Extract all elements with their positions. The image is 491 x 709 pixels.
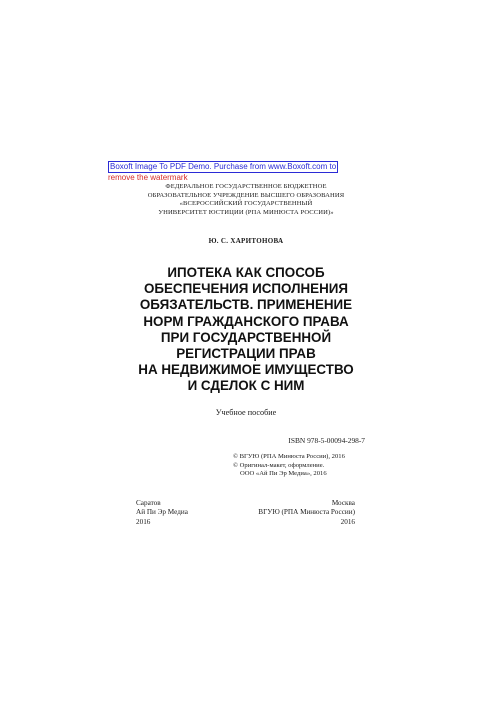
author-name: Ю. С. ХАРИТОНОВА [208,237,284,245]
title-line: НОРМ ГРАЖДАНСКОГО ПРАВА [143,313,349,329]
watermark [108,161,380,183]
copyright-line: © ВГУЮ (РПА Минюста России), 2016 [233,453,345,460]
copyright-line: ООО «Ай Пи Эр Медиа», 2016 [240,470,327,478]
imprint-year: 2016 [136,517,151,526]
title-line: ИПОТЕКА КАК СПОСОБ [167,265,325,280]
institution-line: УНИВЕРСИТЕТ ЮСТИЦИИ (РПА МИНЮСТА РОССИИ)» [158,208,334,216]
institution-line: «ВСЕРОССИЙСКИЙ ГОСУДАРСТВЕННЫЙ [179,200,313,208]
watermark-line-2: remove the watermark [108,173,188,182]
isbn: ISBN 978-5-00094-298-7 [288,436,365,445]
imprint-publisher: ВГУЮ (РПА Минюста России) [258,508,355,517]
title-line: И СДЕЛОК С НИМ [187,378,305,394]
title-line: НА НЕДВИЖИМОЕ ИМУЩЕСТВО [138,362,354,378]
imprint-right [258,499,355,527]
book-title [100,265,392,395]
title-line: ОБЯЗАТЕЛЬСТВ. ПРИМЕНЕНИЕ [139,297,353,313]
imprint-year: 2016 [340,517,355,526]
title-line: РЕГИСТРАЦИИ ПРАВ [176,346,316,362]
copyright-block [233,453,345,479]
document-type: Учебное пособие [215,408,277,417]
imprint-city: Саратов [136,499,161,507]
imprint-city: Москва [331,499,355,507]
title-line: ПРИ ГОСУДАРСТВЕННОЙ [160,329,332,345]
copyright-line: © Оригинал-макет, оформление. [233,461,325,469]
institution-header [100,183,392,217]
imprint-left [136,499,188,527]
imprint-publisher: Ай Пи Эр Медиа [136,508,188,517]
title-line: ОБЕСПЕЧЕНИЯ ИСПОЛНЕНИЯ [143,281,349,297]
institution-line: ОБРАЗОВАТЕЛЬНОЕ УЧРЕЖДЕНИЕ ВЫСШЕГО ОБРАЗОВАНИЯ [147,191,345,199]
institution-line: ФЕДЕРАЛЬНОЕ ГОСУДАРСТВЕННОЕ БЮДЖЕТНОЕ [165,183,327,190]
watermark-line-1: Boxoft Image To PDF Demo. Purchase from www.Boxoft.com to [110,162,337,171]
